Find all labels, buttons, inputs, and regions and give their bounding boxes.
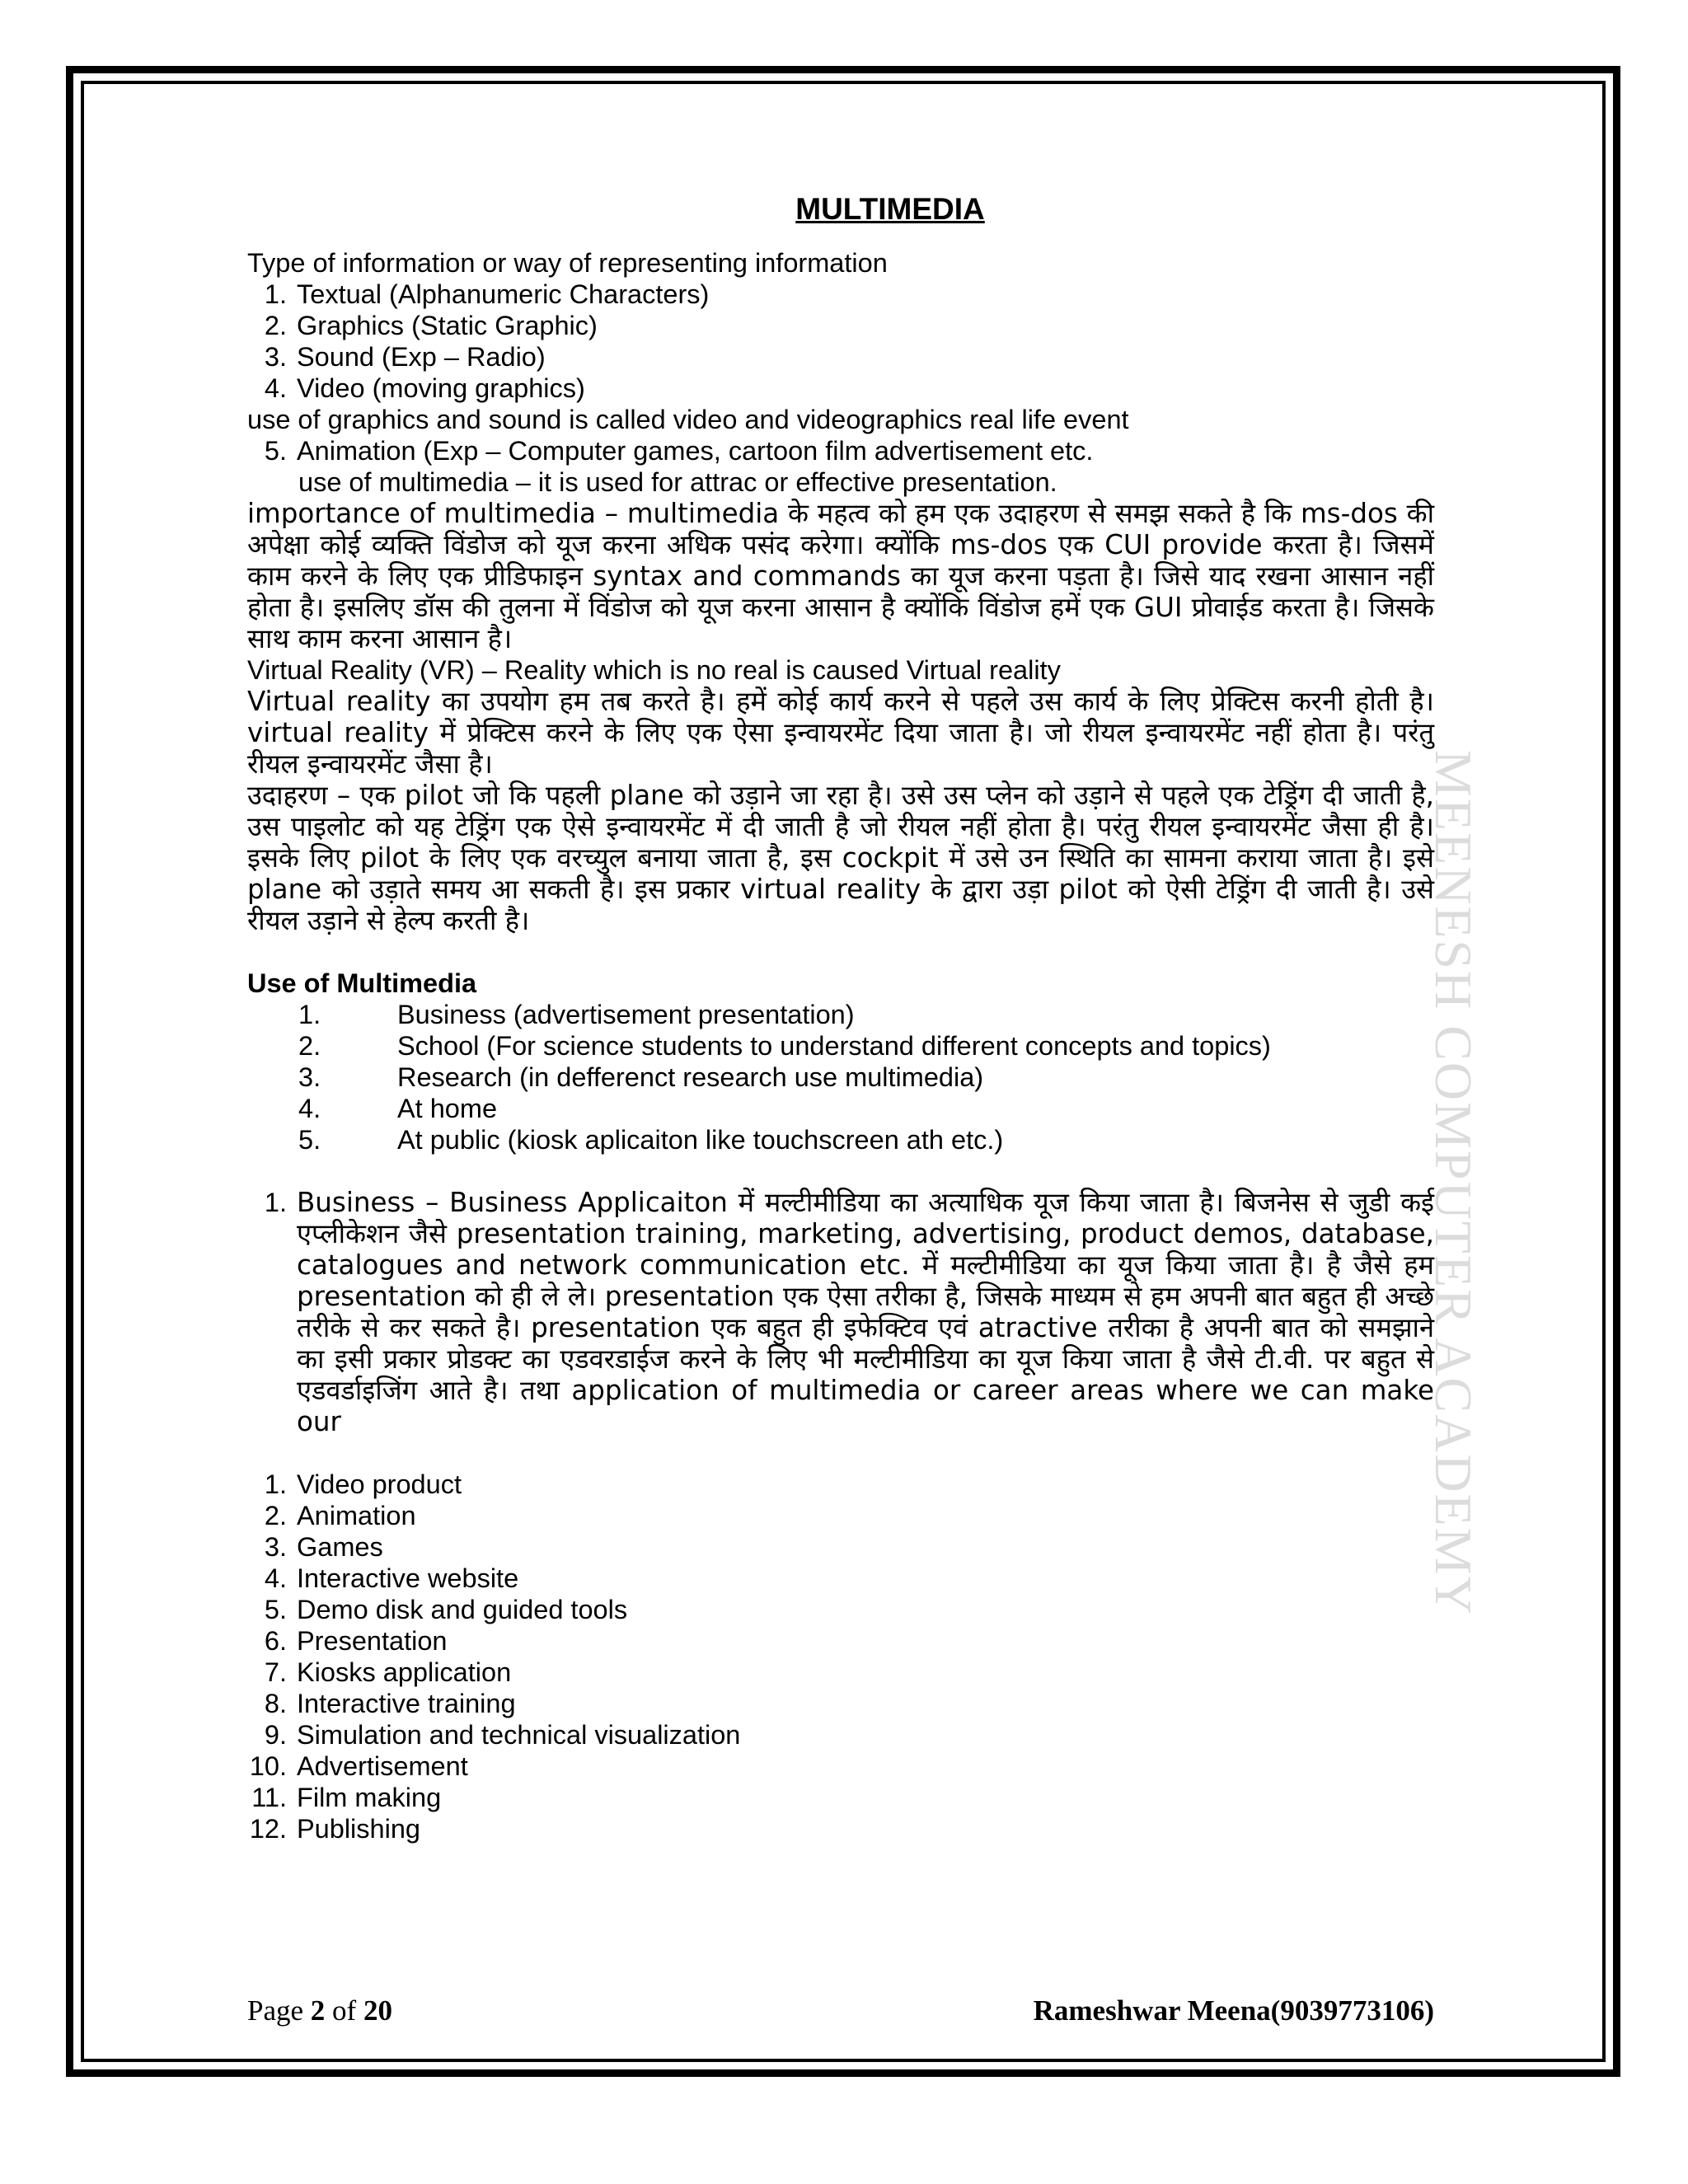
list-number: 4. [264,1563,287,1593]
list-number: 1. [298,1000,321,1029]
list-item [247,1093,1434,1124]
list-item [247,1469,1434,1500]
list-number: 1. [264,1188,287,1217]
list-number: 10. [249,1751,287,1781]
document-body [247,194,1434,1844]
list-text: Simulation and technical visualization [297,1720,741,1750]
list-text: Research (in defferenct research use multimedia) [397,1062,984,1092]
list-item [247,1500,1434,1531]
list-number: 5. [264,436,287,466]
business-item [247,1187,1434,1437]
list-item [247,1782,1434,1813]
list-number: 1. [264,1469,287,1499]
list-item [247,1688,1434,1719]
list-text: Publishing [297,1814,420,1844]
list-text: Advertisement [297,1751,468,1781]
page-prefix: Page [247,1994,311,2027]
page-total: 20 [363,1994,392,2027]
list-item [247,279,1434,310]
list-number: 2. [264,311,287,340]
list-item [247,1062,1434,1093]
page-indicator [247,1994,392,2027]
list-text: Video (moving graphics) [297,373,585,403]
page-of: of [325,1994,363,2027]
example-paragraph: उदाहरण – एक pilot जो कि पहली plane को उड़ाने जा रहा है। उसे उस प्लेन को उड़ाने से पहले एक टेड्रिंग दी जाती है, उस पाइलोट को यह टेड्रिंग एक ऐसे इन्वायरमेंट में दी जाती है जो रीयल नहीं होता है। परंतु रीयल इन्वायरमेंट जैसा ही है। इसके लिए pilot के लिए एक वरच्युल बनाया जाता है, इस cockpit में उसे उन स्थिति का सामना कराया जाता है। इसे plane को उड़ाते समय आ सकती है। इस प्रकार virtual reality के द्वारा उड़ा pilot को ऐसी टेड्रिंग दी जाती है। उसे रीयल उड़ाने से हेल्प करती है। [247,780,1434,936]
list-item [247,1719,1434,1750]
list-item [247,1813,1434,1844]
list-number: 1. [264,279,287,309]
list-text: Kiosks application [297,1657,512,1687]
list-item [247,310,1434,341]
use-note: use of multimedia – it is used for attrac or effective presentation. [298,467,1057,497]
list-text: Animation (Exp – Computer games, cartoon film advertisement etc. [297,436,1094,466]
career-list [247,1469,1434,1844]
intro-line: Type of information or way of representing information [247,248,888,278]
list-text: Sound (Exp – Radio) [297,342,546,372]
list-text: Film making [297,1783,442,1812]
list-item [247,999,1434,1030]
list-number: 3. [298,1062,321,1092]
list-text: Interactive training [297,1689,516,1718]
types-list-continued [247,435,1434,466]
list-number: 3. [264,342,287,372]
list-text: Textual (Alphanumeric Characters) [297,279,710,309]
list-number: 2. [298,1031,321,1061]
list-text: Animation [297,1501,416,1530]
list-text: At public (kiosk aplicaiton like touchscreen ath etc.) [397,1125,1004,1155]
video-note: use of graphics and sound is called video and videographics real life event [247,405,1129,434]
vr-heading: Virtual Reality (VR) – Reality which is no real is caused Virtual reality [247,655,1061,685]
list-item [247,435,1434,466]
watermark: MEENESH COMPUTER ACADEMY [1424,749,1483,1616]
list-number: 9. [264,1720,287,1750]
list-text: Business (advertisement presentation) [397,1000,855,1029]
list-text: Presentation [297,1626,448,1656]
list-number: 3. [264,1532,287,1562]
list-number: 11. [251,1783,287,1812]
list-number: 6. [264,1626,287,1656]
page-footer [247,1994,1434,2027]
list-number: 5. [298,1125,321,1155]
list-number: 12. [249,1814,287,1844]
list-text: At home [397,1094,498,1123]
types-list [247,279,1434,404]
list-text: Graphics (Static Graphic) [297,311,598,340]
importance-paragraph: importance of multimedia – multimedia के महत्व को हम एक उदाहरण से समझ सकते है कि ms-dos की अपेक्षा कोई व्यक्ति विंडोज को यूज करना अधिक पसंद करेगा। क्योंकि ms-dos एक CUI provide करता है। जिसमें काम करने के लिए एक प्रीडिफाइन syntax and commands का यूज करना पड़ता है। जिसे याद रखना आसान नहीं होता है। इसलिए डॉस की तुलना में विंडोज को यूज करना आसान है क्योंकि विंडोज हमें एक GUI प्रोवाईड करता है। जिसके साथ काम करना आसान है। [247,498,1434,654]
list-item [247,1030,1434,1062]
list-text: Games [297,1532,383,1562]
list-text: Video product [297,1469,462,1499]
list-item [247,1625,1434,1657]
list-number: 5. [264,1595,287,1624]
list-item [247,1657,1434,1688]
list-item [247,1563,1434,1594]
list-number: 2. [264,1501,287,1530]
page-title: MULTIMEDIA [795,192,985,226]
list-number: 4. [264,373,287,403]
list-number: 7. [264,1657,287,1687]
author-contact: Rameshwar Meena(9039773106) [1033,1994,1434,2027]
use-heading: Use of Multimedia [247,968,477,998]
list-item [247,1594,1434,1625]
business-paragraph: Business – Business Applicaiton में मल्टीमीडिया का अत्याधिक यूज किया जाता है। बिजनेस से जुडी कई एप्लीकेशन जैसे presentation training, marketing, advertising, product demos, database, catalogues and network communication etc. में मल्टीमीडिया का यूज किया जाता है। है जैसे हम presentation को ही ले ले। presentation एक ऐसा तरीका है, जिसके माध्यम से हम अपनी बात बहुत ही अच्छे तरीके से कर सकते है। presentation एक बहुत ही इफेक्टिव एवं atractive तरीका है अपनी बात को समझाने का इसी प्रकार प्रोडक्ट का एडवरडाईज करने के लिए भी मल्टीमीडिया का यूज किया जाता है जैसे टी.वी. पर बहुत से एडवर्डाइजिंग आते है। तथा application of multimedia or career areas where we can make our [297,1187,1434,1437]
list-number: 8. [264,1689,287,1718]
list-number: 4. [298,1094,321,1123]
list-item [247,341,1434,373]
list-text: Demo disk and guided tools [297,1595,628,1624]
list-text: Interactive website [297,1563,519,1593]
list-item [247,1124,1434,1155]
list-item [247,1531,1434,1563]
list-item [247,1750,1434,1782]
uses-list [247,999,1434,1155]
list-item [247,373,1434,404]
vr-paragraph: Virtual reality का उपयोग हम तब करते है। हमें कोई कार्य करने से पहले उस कार्य के लिए प्रेक्टिस करनी होती है। virtual reality में प्रेक्टिस करने के लिए एक ऐसा इन्वायरमेंट दिया जाता है। जो रीयल इन्वायरमेंट नहीं होता है। परंतु रीयल इन्वायरमेंट जैसा है। [247,686,1434,780]
page-number: 2 [310,1994,326,2027]
list-text: School (For science students to understand different concepts and topics) [397,1031,1271,1061]
